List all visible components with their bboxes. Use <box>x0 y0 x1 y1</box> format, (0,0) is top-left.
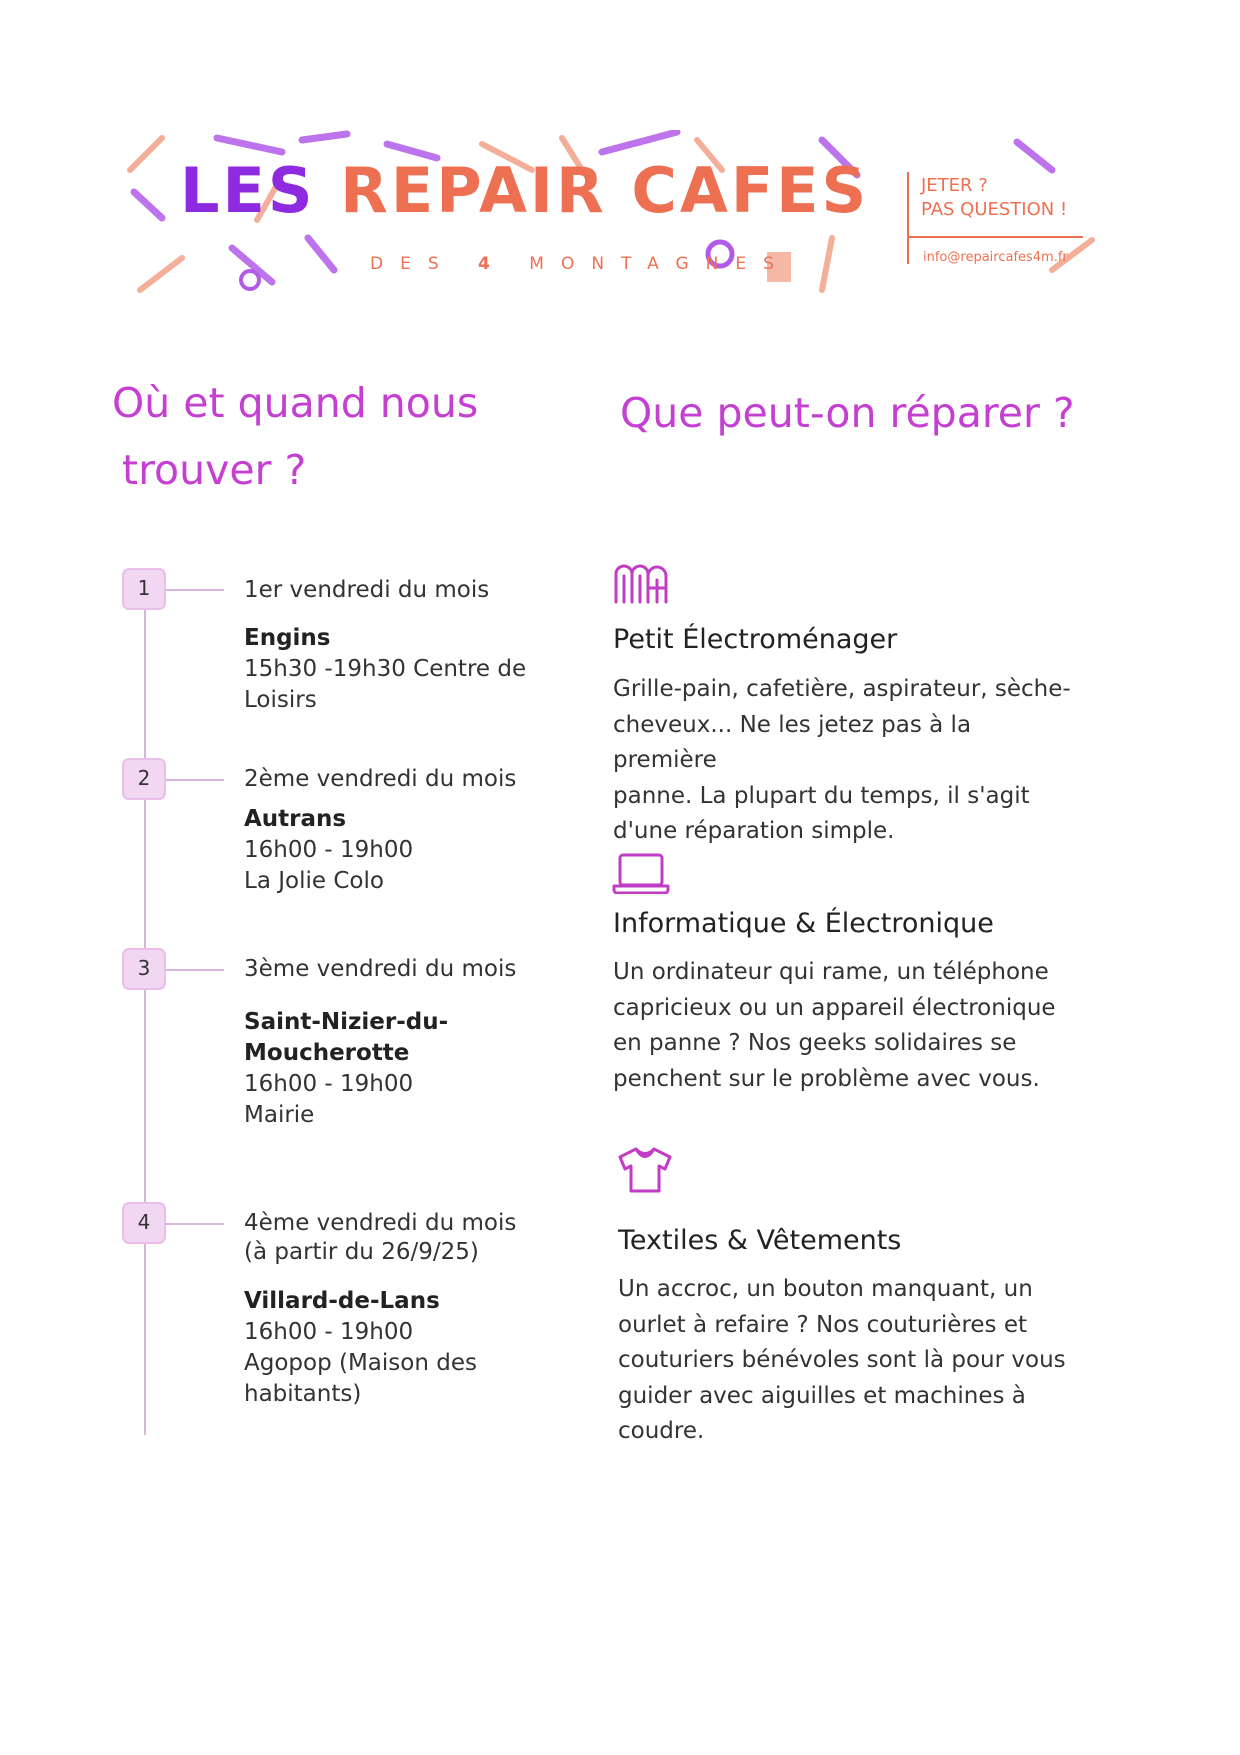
step-1-town: Engins <box>244 625 331 651</box>
category-1-line: d'une réparation simple. <box>613 818 895 844</box>
step-connector-3 <box>166 969 224 971</box>
step-4-day-line2: (à partir du 26/9/25) <box>244 1239 479 1265</box>
category-1-title: Petit Électroménager <box>613 624 898 655</box>
step-2-info-line1: 16h00 - 19h00 <box>244 837 414 863</box>
step-3-info-line2: Mairie <box>244 1102 315 1128</box>
banner <box>122 130 1112 302</box>
step-4-info-line2: Agopop (Maison des <box>244 1350 477 1376</box>
category-3-line: Un accroc, un bouton manquant, un <box>618 1276 1033 1302</box>
category-2-description <box>613 955 1073 1097</box>
category-2-line: capricieux ou un appareil électronique <box>613 994 1056 1021</box>
step-1-info-line2: Loisirs <box>244 687 317 713</box>
category-1-line: cheveux... Ne les jetez pas à la première <box>613 711 972 773</box>
what-title: Que peut-on réparer ? <box>620 389 1075 437</box>
tshirt-icon <box>616 1146 674 1194</box>
category-2-line: en panne ? Nos geeks solidaires se <box>613 1030 1017 1056</box>
category-3-line: coudre. <box>618 1418 705 1444</box>
step-connector-1 <box>166 589 224 591</box>
step-4-town: Villard-de-Lans <box>244 1288 440 1314</box>
step-2-day: 2ème vendredi du mois <box>244 766 517 792</box>
banner-title: LES REPAIR CAFES <box>180 154 870 227</box>
step-number-3: 3 <box>122 948 166 990</box>
category-3-title: Textiles & Vêtements <box>618 1225 902 1256</box>
step-2-town: Autrans <box>244 806 347 832</box>
step-3-town-line2: Moucherotte <box>244 1040 410 1066</box>
category-2-line: Un ordinateur qui rame, un téléphone <box>613 959 1049 985</box>
where-title-line1: Où et quand nous <box>112 379 479 427</box>
step-1-info-line1: 15h30 -19h30 Centre de <box>244 656 527 682</box>
step-number-4: 4 <box>122 1202 166 1244</box>
banner-divider-horizontal <box>907 236 1083 238</box>
toaster-icon <box>612 562 670 604</box>
banner-tagline-line2: PAS QUESTION ! <box>921 199 1068 220</box>
step-2-info-line2: La Jolie Colo <box>244 868 384 894</box>
step-1-day: 1er vendredi du mois <box>244 577 490 603</box>
step-4-day-line1: 4ème vendredi du mois <box>244 1210 517 1236</box>
timeline-line <box>144 590 146 1435</box>
where-title-line2: trouver ? <box>122 446 307 494</box>
category-3-line: guider avec aiguilles et machines à <box>618 1382 1026 1409</box>
banner-divider <box>907 172 909 264</box>
banner-subtitle: DES 4 MONTAGNES <box>370 254 791 274</box>
banner-tagline-line1: JETER ? <box>921 175 988 196</box>
step-3-town-line1: Saint-Nizier-du- <box>244 1009 449 1035</box>
step-3-day: 3ème vendredi du mois <box>244 956 517 982</box>
category-3-description <box>618 1272 1078 1450</box>
category-1-description <box>613 672 1073 850</box>
laptop-icon <box>612 852 670 894</box>
category-2-line: penchent sur le problème avec vous. <box>613 1065 1040 1092</box>
category-2-title: Informatique & Électronique <box>613 908 994 939</box>
step-3-info-line1: 16h00 - 19h00 <box>244 1071 414 1097</box>
category-1-line: Grille-pain, cafetière, aspirateur, sèche- <box>613 676 1071 702</box>
step-number-1: 1 <box>122 568 166 610</box>
banner-email: info@repaircafes4m.fr <box>923 250 1068 265</box>
step-number-2: 2 <box>122 758 166 800</box>
category-3-line: couturiers bénévoles sont là pour vous <box>618 1347 1066 1373</box>
category-1-line: panne. La plupart du temps, il s'agit <box>613 782 1030 809</box>
step-connector-2 <box>166 779 224 781</box>
category-3-line: ourlet à refaire ? Nos couturières et <box>618 1311 1028 1338</box>
step-4-info-line1: 16h00 - 19h00 <box>244 1319 414 1345</box>
step-4-info-line3: habitants) <box>244 1381 362 1407</box>
step-connector-4 <box>166 1223 224 1225</box>
